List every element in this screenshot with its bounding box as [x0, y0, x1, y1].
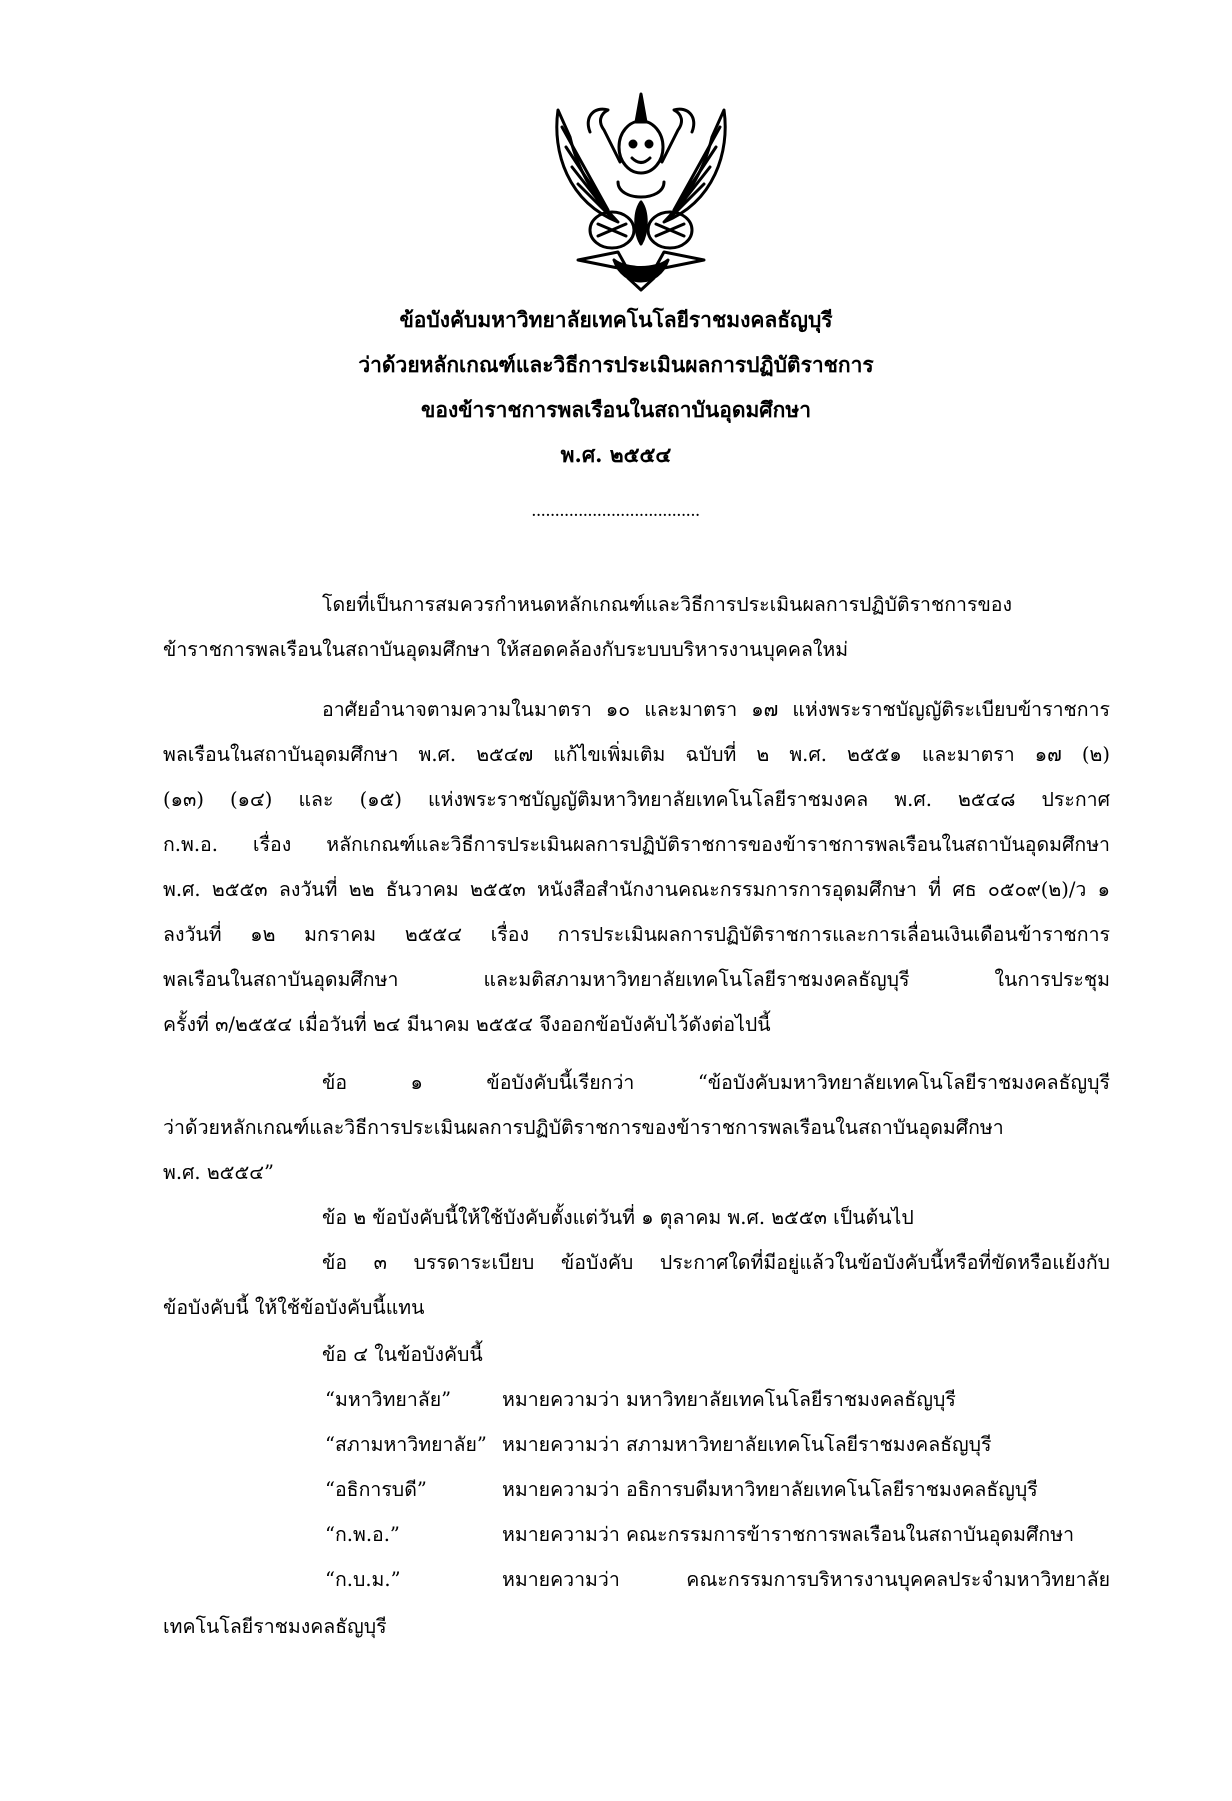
- definition-term: “สภามหาวิทยาลัย”: [325, 1433, 487, 1456]
- clause-1-line-1: ข้อ ๑ ข้อบังคับนี้เรียกว่า “ข้อบังคับมหาวิทยาลัยเทคโนโลยีราชมงคลธัญบุรี: [322, 1071, 1110, 1094]
- definition-meaning: หมายความว่า คณะกรรมการข้าราชการพลเรือนในสถาบันอุดมศึกษา: [502, 1523, 1075, 1546]
- definition-meaning: หมายความว่า มหาวิทยาลัยเทคโนโลยีราชมงคลธัญบุรี: [502, 1388, 956, 1411]
- authority-line-3: (๑๓) (๑๔) และ (๑๕) แห่งพระราชบัญญัติมหาวิทยาลัยเทคโนโลยีราชมงคล พ.ศ. ๒๕๔๘ ประกาศ: [163, 788, 1110, 811]
- definition-term: “ก.บ.ม.”: [325, 1568, 401, 1591]
- clause-4: ข้อ ๔ ในข้อบังคับนี้: [322, 1343, 483, 1366]
- authority-line-8: ครั้งที่ ๓/๒๕๕๔ เมื่อวันที่ ๒๔ มีนาคม ๒๕๕๔ จึงออกข้อบังคับไว้ดังต่อไปนี้: [163, 1013, 771, 1036]
- definition-meaning: หมายความว่า อธิการบดีมหาวิทยาลัยเทคโนโลยีราชมงคลธัญบุรี: [502, 1478, 1038, 1501]
- document-title-line-1: ข้อบังคับมหาวิทยาลัยเทคโนโลยีราชมงคลธัญบุรี: [399, 307, 833, 332]
- preamble-line-2: ข้าราชการพลเรือนในสถาบันอุดมศึกษา ให้สอดคล้องกับระบบบริหารงานบุคคลใหม่: [163, 638, 849, 661]
- authority-line-4: ก.พ.อ. เรื่อง หลักเกณฑ์และวิธีการประเมินผลการปฏิบัติราชการของข้าราชการพลเรือนในสถาบันอุดมศึกษา: [163, 833, 1110, 856]
- authority-line-5: พ.ศ. ๒๕๕๓ ลงวันที่ ๒๒ ธันวาคม ๒๕๕๓ หนังสือสำนักงานคณะกรรมการการอุดมศึกษา ที่ ศธ ๐๕๐๙(๒)/ว ๑: [163, 878, 1110, 901]
- title-separator: ....................................: [531, 505, 701, 519]
- clause-1-line-2: ว่าด้วยหลักเกณฑ์และวิธีการประเมินผลการปฏิบัติราชการของข้าราชการพลเรือนในสถาบันอุดมศึกษา: [163, 1116, 1004, 1139]
- definition-term: “มหาวิทยาลัย”: [325, 1388, 452, 1411]
- document-title-line-2: ว่าด้วยหลักเกณฑ์และวิธีการประเมินผลการปฏิบัติราชการ: [358, 352, 874, 377]
- clause-3-line-2: ข้อบังคับนี้ ให้ใช้ข้อบังคับนี้แทน: [163, 1296, 425, 1319]
- definition-meaning: หมายความว่า คณะกรรมการบริหารงานบุคคลประจำมหาวิทยาลัย: [502, 1568, 1110, 1591]
- authority-line-6: ลงวันที่ ๑๒ มกราคม ๒๕๕๔ เรื่อง การประเมินผลการปฏิบัติราชการและการเลื่อนเงินเดือนข้าราชการ: [163, 923, 1110, 946]
- clause-1-line-3: พ.ศ. ๒๕๕๔”: [163, 1161, 274, 1184]
- definition-continuation: เทคโนโลยีราชมงคลธัญบุรี: [163, 1615, 387, 1638]
- document-year: พ.ศ. ๒๕๕๔: [560, 442, 672, 467]
- authority-line-2: พลเรือนในสถาบันอุดมศึกษา พ.ศ. ๒๕๔๗ แก้ไขเพิ่มเติม ฉบับที่ ๒ พ.ศ. ๒๕๕๑ และมาตรา ๑๗ (๒): [163, 743, 1110, 766]
- garuda-emblem-icon: [548, 92, 734, 292]
- clause-2: ข้อ ๒ ข้อบังคับนี้ให้ใช้บังคับตั้งแต่วันที่ ๑ ตุลาคม พ.ศ. ๒๕๕๓ เป็นต้นไป: [322, 1206, 914, 1229]
- preamble-line-1: โดยที่เป็นการสมควรกำหนดหลักเกณฑ์และวิธีการประเมินผลการปฏิบัติราชการของ: [322, 593, 1013, 616]
- definition-term: “อธิการบดี”: [325, 1478, 427, 1501]
- authority-line-7: พลเรือนในสถาบันอุดมศึกษา และมติสภามหาวิทยาลัยเทคโนโลยีราชมงคลธัญบุรี ในการประชุม: [163, 968, 1110, 991]
- document-title-line-3: ของข้าราชการพลเรือนในสถาบันอุดมศึกษา: [420, 397, 811, 422]
- authority-line-1: อาศัยอำนาจตามความในมาตรา ๑๐ และมาตรา ๑๗ แห่งพระราชบัญญัติระเบียบข้าราชการ: [322, 698, 1110, 721]
- clause-3-line-1: ข้อ ๓ บรรดาระเบียบ ข้อบังคับ ประกาศใดที่มีอยู่แล้วในข้อบังคับนี้หรือที่ขัดหรือแย้งกับ: [322, 1251, 1110, 1274]
- definition-term: “ก.พ.อ.”: [325, 1523, 400, 1546]
- definition-meaning: หมายความว่า สภามหาวิทยาลัยเทคโนโลยีราชมงคลธัญบุรี: [502, 1433, 992, 1456]
